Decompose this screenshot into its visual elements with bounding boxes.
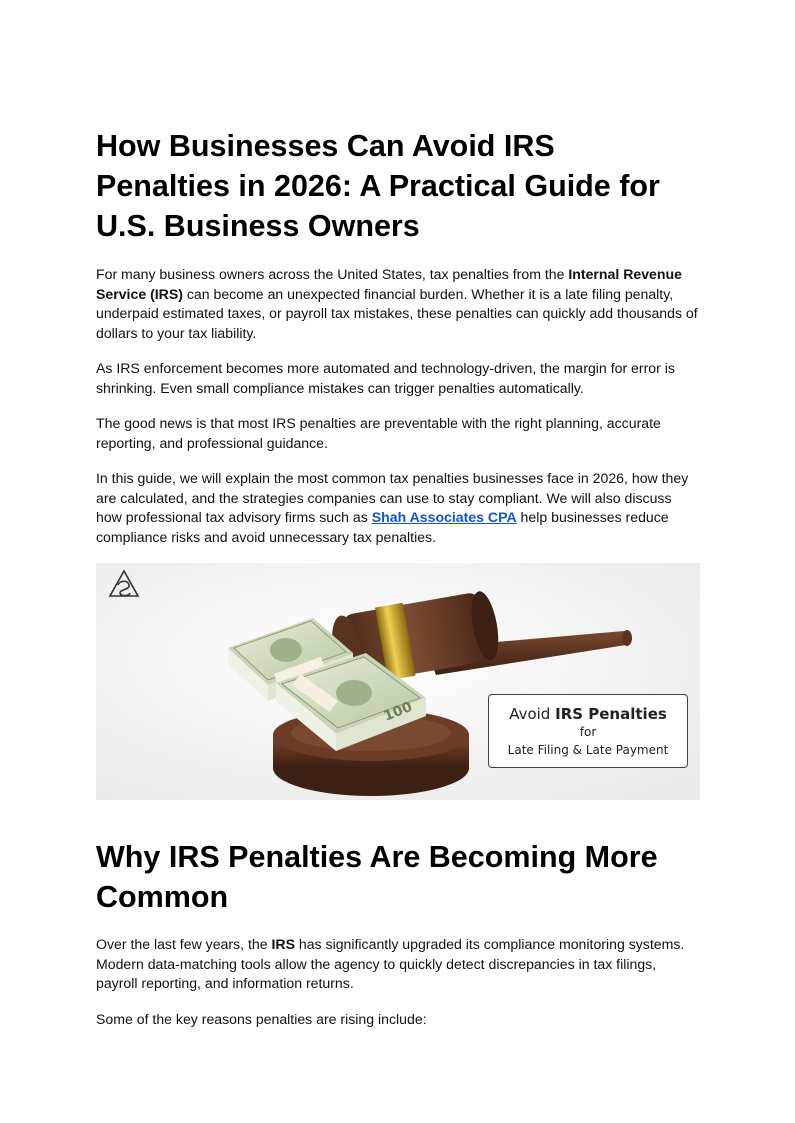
intro-paragraph-2: As IRS enforcement becomes more automated and technology-driven, the margin for error is shrinking. Even small compliance mistakes can trigger penalties automatically. bbox=[96, 360, 675, 396]
section-heading bbox=[96, 837, 696, 917]
section-p1-text-a: Over the last few years, the bbox=[96, 936, 272, 952]
intro-p1-text-b: can become an unexpected financial burden. Whether it is a late filing penalty, underpaid estimated taxes, or payroll tax mistakes, these penalties can quickly add thousands of dollars to your tax liability. bbox=[96, 285, 698, 341]
callout-for: for bbox=[579, 725, 597, 739]
intro-p1-bold: Internal Revenue Service (IRS) bbox=[96, 266, 682, 302]
title-line-3: U.S. Business Owners bbox=[96, 209, 420, 243]
title-line-2: Penalties in 2026: A Practical Guide for bbox=[96, 169, 660, 203]
intro-paragraph-1 bbox=[96, 265, 700, 343]
section-p1-text-b: has significantly upgraded its compliance monitoring systems. Modern data-matching tools allow the agency to quickly detect discrepancies in tax filings, payroll reporting, and information returns. bbox=[96, 936, 685, 991]
section-paragraph-2: Some of the key reasons penalties are rising include: bbox=[96, 1011, 427, 1027]
section-heading-line-1: Why IRS Penalties Are Becoming More bbox=[96, 840, 658, 874]
page-title bbox=[96, 126, 696, 246]
section-paragraph-1 bbox=[96, 935, 700, 994]
section-heading-line-2: Common bbox=[96, 880, 229, 914]
intro-paragraph-3: The good news is that most IRS penalties are preventable with the right planning, accurate reporting, and professional guidance. bbox=[96, 415, 661, 451]
callout-prefix: Avoid bbox=[509, 705, 556, 723]
callout-title bbox=[489, 704, 687, 724]
shah-associates-link[interactable]: Shah Associates CPA bbox=[371, 509, 517, 525]
intro-p4-text-b: help businesses reduce compliance risks and avoid unnecessary tax penalties. bbox=[96, 509, 669, 545]
intro-paragraph-4 bbox=[96, 469, 700, 547]
section-p1-bold: IRS bbox=[271, 936, 295, 952]
hero-image bbox=[96, 563, 700, 800]
title-line-1: How Businesses Can Avoid IRS bbox=[96, 129, 555, 163]
intro-p4-text-a: In this guide, we will explain the most common tax penalties businesses face in 2026, how they are calculated, and the strategies companies can use to stay compliant. We will also discuss how professional tax advisory firms such as bbox=[96, 470, 689, 525]
hero-callout-box bbox=[488, 694, 688, 768]
banknote-value: 100 bbox=[381, 698, 415, 725]
callout-bold: IRS Penalties bbox=[555, 705, 667, 723]
intro-p1-text-a: For many business owners across the United States, tax penalties from the bbox=[96, 266, 569, 282]
callout-subtitle: Late Filing & Late Payment bbox=[507, 743, 669, 757]
